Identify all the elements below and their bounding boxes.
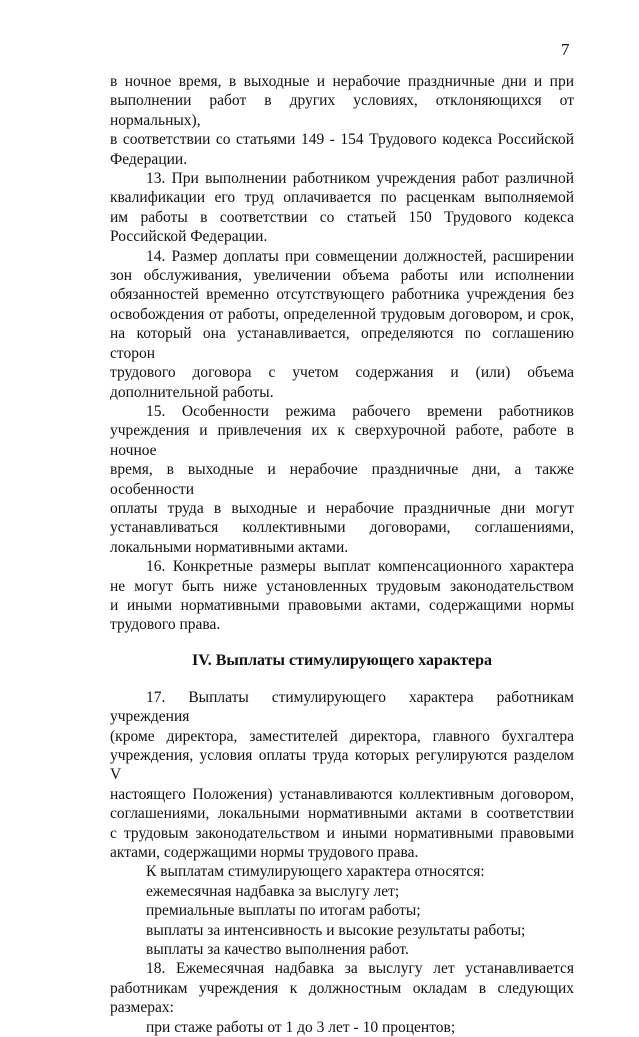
text-line: время, в выходные и нерабочие праздничные дни, а также особенности — [110, 461, 574, 498]
text-line: с трудовым законодательством и иными нормативными правовыми — [110, 824, 574, 842]
text-line: в соответствии со статьями 149 - 154 Трудового кодекса Российской — [110, 131, 574, 149]
page-number: 7 — [561, 40, 570, 59]
list-item: ежемесячная надбавка за выслугу лет; — [146, 882, 400, 900]
paragraph-17 — [110, 688, 574, 863]
paragraph-14 — [110, 247, 574, 402]
text-line: оплаты труда в выходные и нерабочие праздничные дни могут — [110, 499, 574, 517]
paragraph-13 — [110, 169, 574, 247]
text-line: дополнительной работы. — [110, 383, 274, 401]
text-line: соглашениями, локальными нормативными актами в соответствии — [110, 805, 574, 823]
text-line: трудового договора с учетом содержания и (или) объема — [110, 364, 574, 382]
paragraph-15 — [110, 402, 574, 557]
text-line: размерах: — [110, 999, 174, 1017]
list-item: выплаты за интенсивность и высокие результаты работы; — [146, 921, 526, 939]
text-line: 16. Конкретные размеры выплат компенсационного характера — [146, 558, 574, 576]
text-line: обязанностей временно отсутствующего работника учреждения без — [110, 286, 574, 304]
text-line: устанавливаться коллективными договорами, соглашениями, — [110, 519, 574, 537]
text-line: 13. При выполнении работником учреждения работ различной — [146, 170, 574, 188]
text-line: 14. Размер доплаты при совмещении должностей, расширении — [146, 247, 574, 265]
text-line: (кроме директора, заместителей директора, главного бухгалтера — [110, 727, 574, 745]
text-line: локальными нормативными актами. — [110, 538, 349, 556]
text-line: учреждения и привлечения их к сверхурочной работе, работе в ночное — [110, 422, 574, 459]
list-intro: К выплатам стимулирующего характера относятся: — [146, 863, 485, 881]
text-line: и иными нормативными правовыми актами, содержащими нормы — [110, 596, 574, 614]
seniority-rate-line: при стаже работы от 1 до 3 лет - 10 процентов; — [146, 1018, 456, 1036]
text-line: в ночное время, в выходные и нерабочие праздничные дни и при — [110, 73, 574, 90]
list-item: выплаты за качество выполнения работ. — [146, 941, 409, 959]
text-line: учреждения, условия оплаты труда которых регулируются разделом V — [110, 747, 574, 784]
text-line: трудового права. — [110, 616, 221, 634]
text-line: выполнении работ в других условиях, отклоняющихся от нормальных), — [110, 92, 574, 129]
text-line: Федерации. — [110, 150, 188, 168]
text-line: квалификации его труд оплачивается по расценкам выполняемой — [110, 189, 574, 207]
text-line: им работы в соответствии со статьей 150 Трудового кодекса — [110, 208, 574, 226]
text-line: освобождения от работы, определенной трудовым договором, и срок, — [110, 305, 574, 323]
text-line: 17. Выплаты стимулирующего характера работникам учреждения — [110, 688, 574, 726]
text-line: 18. Ежемесячная надбавка за выслугу лет устанавливается — [146, 960, 574, 978]
document-body — [110, 72, 574, 1037]
stimulating-payments-list — [110, 882, 574, 960]
text-line: Российской Федерации. — [110, 228, 268, 246]
paragraph-12-continuation — [110, 72, 574, 169]
text-line: не могут быть ниже установленных трудовым законодательством — [110, 577, 574, 595]
text-line: 15. Особенности режима рабочего времени работников — [146, 402, 574, 420]
list-item: премиальные выплаты по итогам работы; — [146, 902, 421, 920]
text-line: работникам учреждения к должностным окладам в следующих — [110, 979, 574, 997]
text-line: зон обслуживания, увеличении объема работы или исполнении — [110, 267, 574, 285]
section-heading: IV. Выплаты стимулирующего характера — [191, 651, 493, 669]
text-line: настоящего Положения) устанавливаются коллективным договором, — [110, 785, 574, 803]
paragraph-16 — [110, 557, 574, 635]
text-line: на который она устанавливается, определяются по соглашению сторон — [110, 325, 574, 362]
text-line: актами, содержащими нормы трудового права. — [110, 844, 419, 862]
paragraph-18 — [110, 959, 574, 1017]
